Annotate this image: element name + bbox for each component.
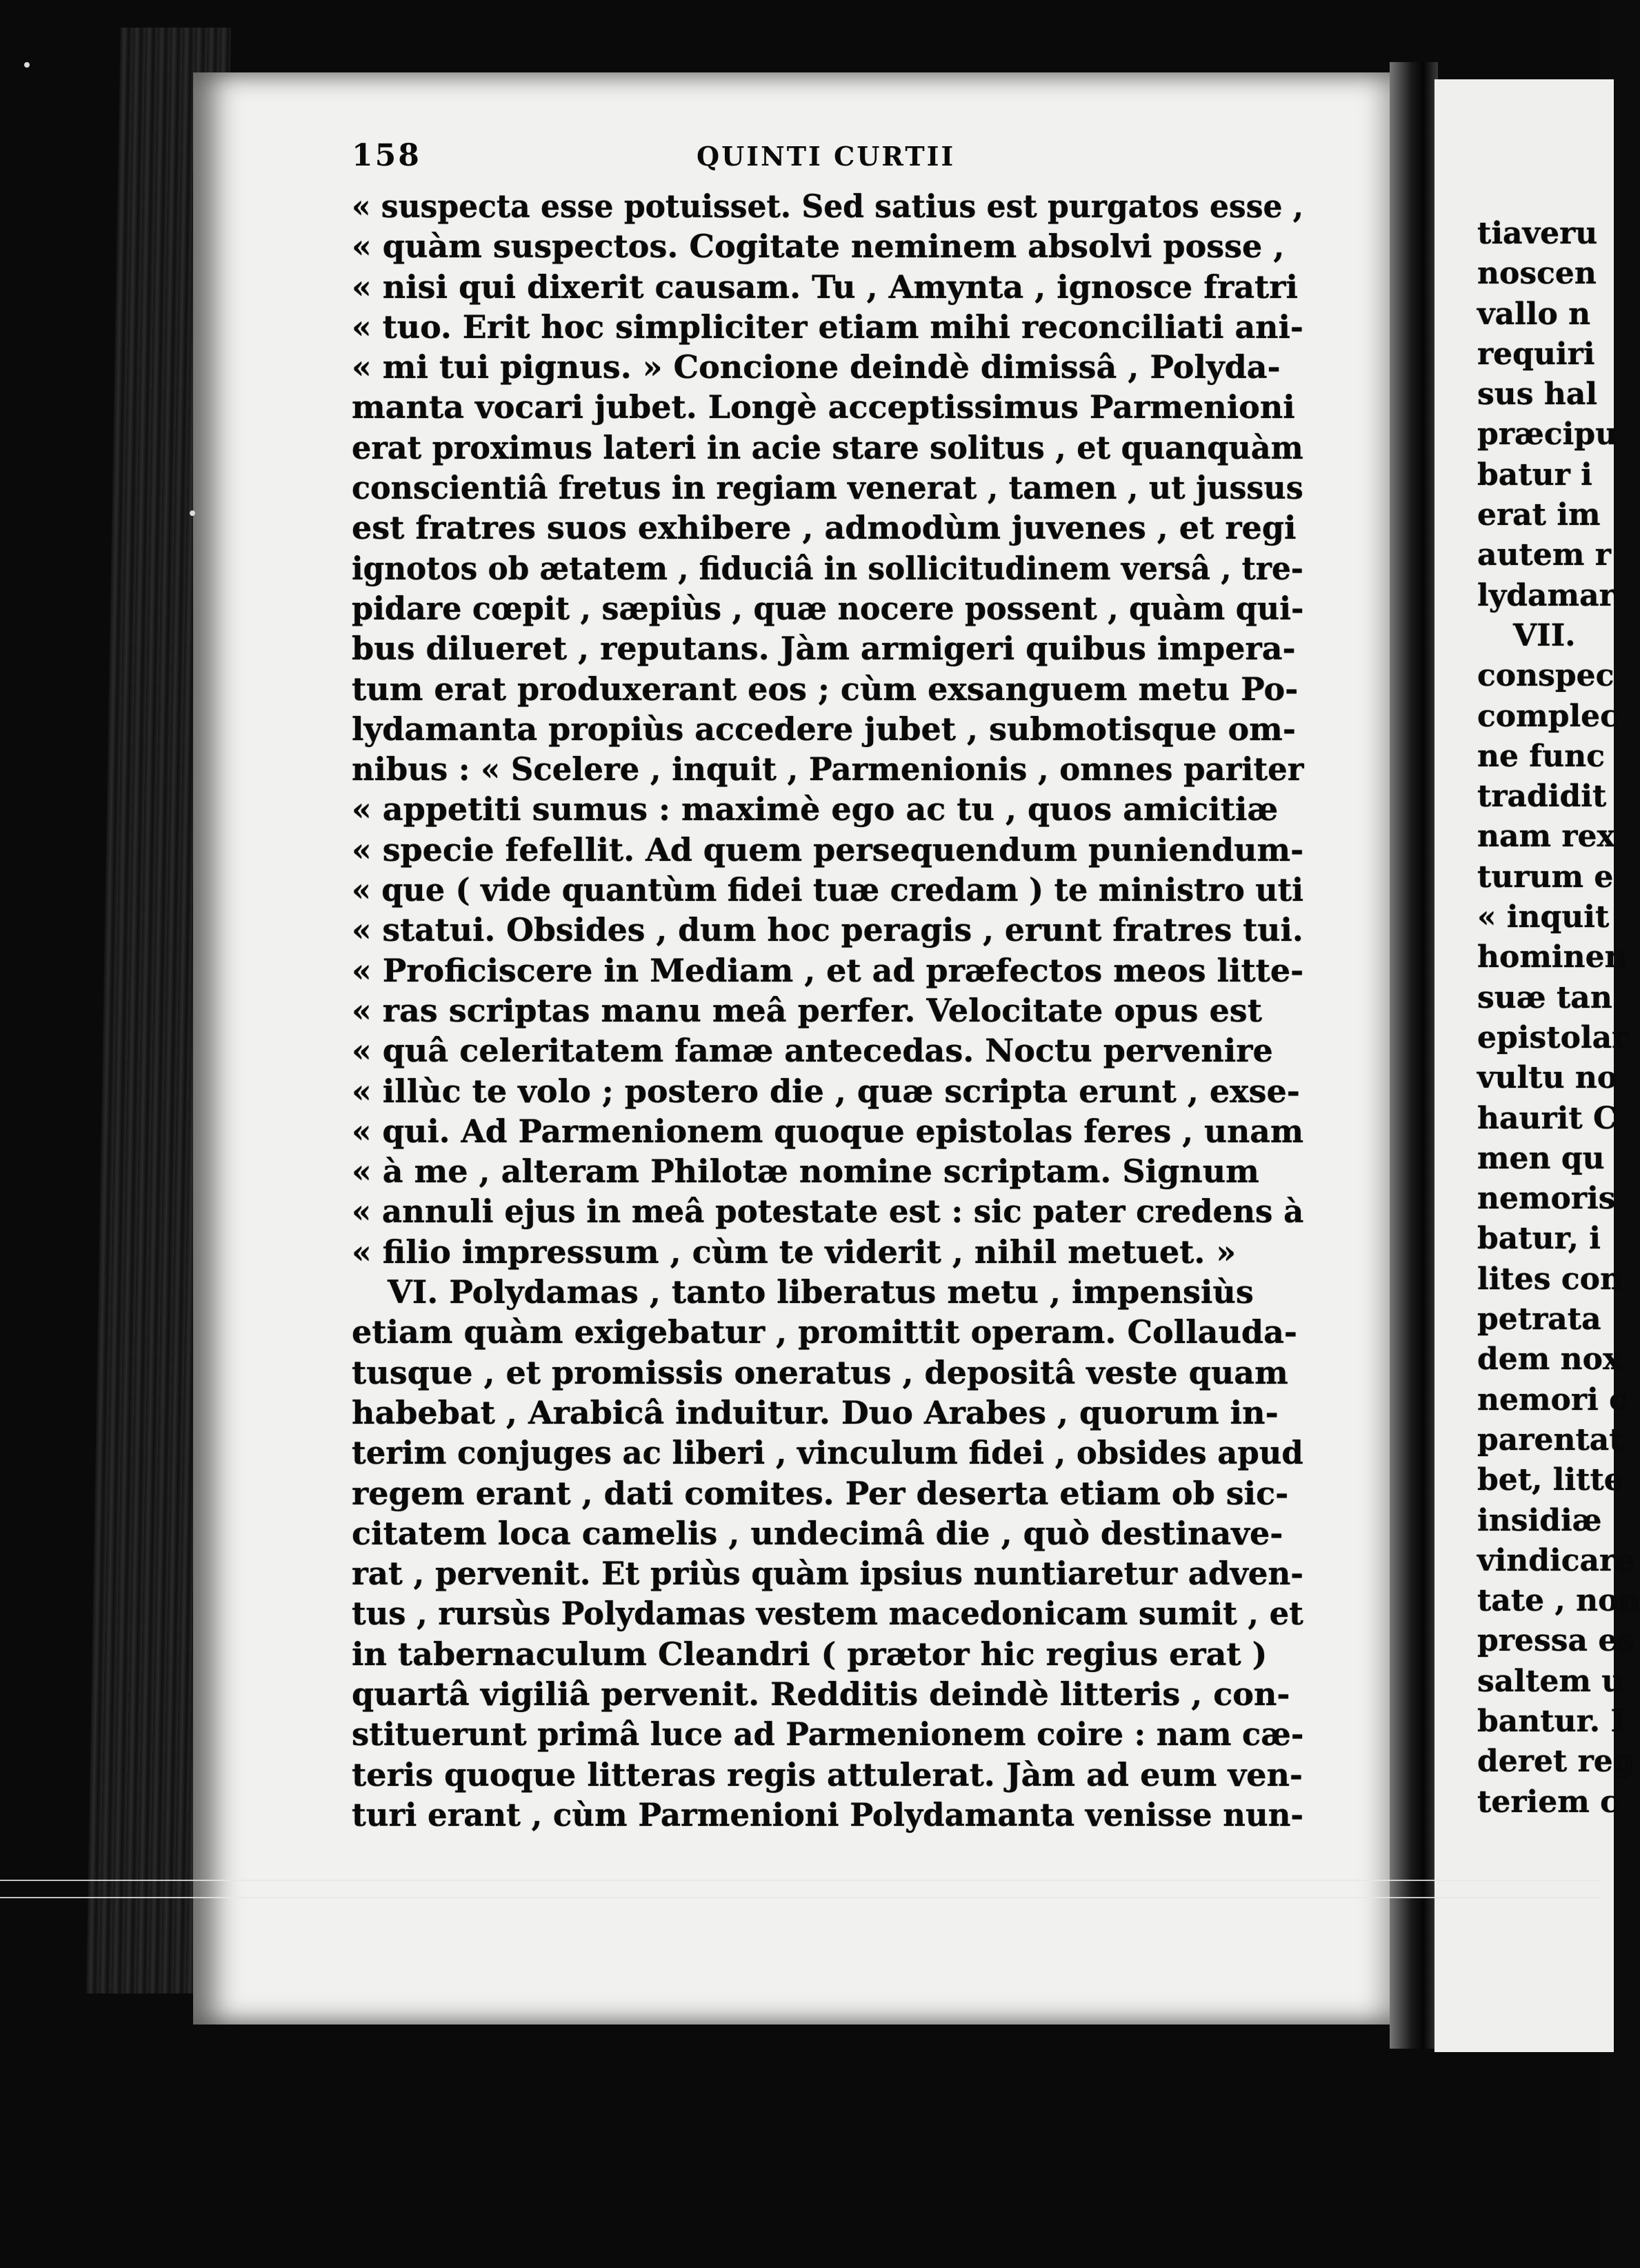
- right-text-line: haurit C: [1477, 1100, 1618, 1136]
- right-text-line: nemori c: [1477, 1382, 1628, 1418]
- text-line: tum erat produxerant eos ; cùm exsanguem metu Po-: [352, 670, 1299, 708]
- right-text-line: batur, i: [1477, 1221, 1601, 1257]
- text-line: terim conjuges ac liberi , vinculum fidei , obsides apud: [352, 1434, 1303, 1472]
- text-line: lydamanta propiùs accedere jubet , submotisque om-: [352, 710, 1296, 748]
- text-line: quartâ vigiliâ pervenit. Redditis deindè litteris , con-: [352, 1675, 1290, 1713]
- right-text-line: bantur. I: [1477, 1703, 1625, 1739]
- text-line: « ras scriptas manu meâ perfer. Velocitate opus est: [352, 991, 1262, 1029]
- right-text-line: vindicare: [1477, 1542, 1635, 1578]
- text-line: bus dilueret , reputans. Jàm armigeri quibus impera-: [352, 630, 1296, 668]
- text-line: « mi tui pignus. » Concione deindè dimissâ , Polyda-: [352, 348, 1281, 386]
- text-line: « nisi qui dixerit causam. Tu , Amynta , ignosce fratri: [352, 268, 1299, 306]
- text-line: conscientiâ fretus in regiam venerat , tamen , ut jussus: [352, 469, 1303, 507]
- text-line: « que ( vide quantùm fidei tuæ credam ) te ministro uti: [352, 871, 1304, 909]
- book-gutter: [1390, 62, 1438, 2049]
- right-text-lines: [1477, 214, 1640, 1822]
- right-text-line: requiri: [1477, 336, 1595, 372]
- scan-speck: [190, 510, 195, 516]
- right-text-line: lites con: [1477, 1261, 1622, 1297]
- text-line: etiam quàm exigebatur , promittit operam. Collauda-: [352, 1313, 1297, 1351]
- text-line: « specie fefellit. Ad quem persequendum puniendum-: [352, 830, 1304, 868]
- right-text-line: nam rex: [1477, 819, 1615, 855]
- right-text-line: tiaveru: [1477, 216, 1598, 251]
- right-text-line: suæ tan: [1477, 979, 1612, 1015]
- text-line: « appetiti sumus : maximè ego ac tu , quos amicitiæ: [352, 790, 1279, 828]
- text-line: est fratres suos exhibere , admodùm juvenes , et regi: [352, 509, 1297, 547]
- right-text-line: vultu no: [1477, 1060, 1618, 1096]
- right-text-line: sus hal: [1477, 377, 1598, 412]
- right-text-line: VII.: [1513, 617, 1576, 653]
- right-text-line: pressa es: [1477, 1623, 1635, 1659]
- text-line: « à me , alteram Philotæ nomine scriptam. Signum: [352, 1153, 1259, 1191]
- right-text-line: saltem u: [1477, 1663, 1624, 1699]
- right-text-line: epistolar: [1477, 1019, 1628, 1055]
- right-text-line: tradidit: [1477, 779, 1607, 815]
- text-line: « suspecta esse potuisset. Sed satius est purgatos esse ,: [352, 188, 1304, 225]
- text-line: VI. Polydamas , tanto liberatus metu , impensiùs: [388, 1273, 1254, 1311]
- right-page-text: [1477, 214, 1640, 1822]
- text-line: pidare cœpit , sæpiùs , quæ nocere possent , quàm qui-: [352, 589, 1304, 627]
- running-title: QUINTI CURTII: [697, 141, 956, 172]
- text-line: in tabernaculum Cleandri ( prætor hic regius erat ): [352, 1635, 1268, 1673]
- right-text-line: bet, litte: [1477, 1462, 1623, 1498]
- text-line: « annuli ejus in meâ potestate est : sic pater credens à: [352, 1193, 1304, 1231]
- page-number: 158: [352, 138, 421, 173]
- text-line: manta vocari jubet. Longè acceptissimus Parmenioni: [352, 388, 1295, 426]
- right-text-line: præcipu: [1477, 417, 1618, 452]
- left-page-text: [352, 138, 1303, 1835]
- right-text-line: vallo n: [1477, 296, 1591, 332]
- text-line: rat , pervenit. Et priùs quàm ipsius nuntiaretur adven-: [352, 1555, 1304, 1593]
- scan-line-artifact: [0, 1897, 1600, 1898]
- text-line: ignotos ob ætatem , fiduciâ in sollicitudinem versâ , tre-: [352, 549, 1303, 587]
- right-text-line: nemoris: [1477, 1181, 1616, 1217]
- right-text-line: petrata: [1477, 1302, 1601, 1337]
- right-text-line: hominen: [1477, 939, 1627, 975]
- right-text-line: men qu: [1477, 1140, 1605, 1176]
- text-line: nibus : « Scelere , inquit , Parmenionis , omnes pariter: [352, 750, 1304, 788]
- running-head: [352, 138, 1303, 186]
- text-line: « quàm suspectos. Cogitate neminem absolvi posse ,: [352, 228, 1285, 266]
- text-line: « statui. Obsides , dum hoc peragis , erunt fratres tui.: [352, 911, 1303, 949]
- right-text-line: insidiæ: [1477, 1502, 1602, 1538]
- right-text-line: complec: [1477, 698, 1619, 734]
- text-line: erat proximus lateri in acie stare solitus , et quanquàm: [352, 428, 1303, 466]
- text-line: regem erant , dati comites. Per deserta etiam ob sic-: [352, 1474, 1289, 1512]
- right-text-line: parentat: [1477, 1422, 1623, 1458]
- text-line: teris quoque litteras regis attulerat. Jàm ad eum ven-: [352, 1755, 1303, 1793]
- text-line: stituerunt primâ luce ad Parmenionem coire : nam cæ-: [352, 1715, 1304, 1753]
- scan-speck: [24, 62, 30, 68]
- text-line: « illùc te volo ; postero die , quæ scripta erunt , exse-: [352, 1072, 1300, 1110]
- right-text-line: turum e: [1477, 859, 1614, 895]
- text-line: « qui. Ad Parmenionem quoque epistolas feres , unam: [352, 1112, 1304, 1150]
- text-line: citatem loca camelis , undecimâ die , quò destinave-: [352, 1514, 1283, 1552]
- right-text-line: teriem c: [1477, 1784, 1619, 1820]
- scan-line-artifact: [0, 1880, 1600, 1881]
- text-line: « quâ celeritatem famæ antecedas. Noctu pervenire: [352, 1032, 1273, 1070]
- text-line: « tuo. Erit hoc simpliciter etiam mihi reconciliati ani-: [352, 308, 1303, 346]
- right-text-line: erat im: [1477, 497, 1601, 533]
- right-text-line: ne func: [1477, 738, 1606, 774]
- right-text-line: autem r: [1477, 537, 1611, 573]
- right-text-line: noscen: [1477, 256, 1597, 292]
- right-text-line: conspec: [1477, 658, 1614, 694]
- right-text-line: lydamar: [1477, 577, 1615, 613]
- text-line: « filio impressum , cùm te viderit , nihil metuet. »: [352, 1233, 1237, 1271]
- text-line: turi erant , cùm Parmenioni Polydamanta venisse nun-: [352, 1796, 1304, 1833]
- right-text-line: dem nox: [1477, 1342, 1621, 1377]
- text-line: tusque , et promissis oneratus , depositâ veste quam: [352, 1353, 1288, 1391]
- right-text-line: tate , non: [1477, 1583, 1640, 1619]
- right-text-line: « inquit: [1477, 899, 1610, 935]
- right-text-line: batur i: [1477, 457, 1592, 493]
- right-text-line: deret reg: [1477, 1744, 1634, 1780]
- left-text-lines: [352, 186, 1303, 1835]
- text-line: « Proficiscere in Mediam , et ad præfectos meos litte-: [352, 951, 1304, 989]
- text-line: habebat , Arabicâ induitur. Duo Arabes , quorum in-: [352, 1393, 1279, 1431]
- text-line: tus , rursùs Polydamas vestem macedonicam sumit , et: [352, 1595, 1303, 1633]
